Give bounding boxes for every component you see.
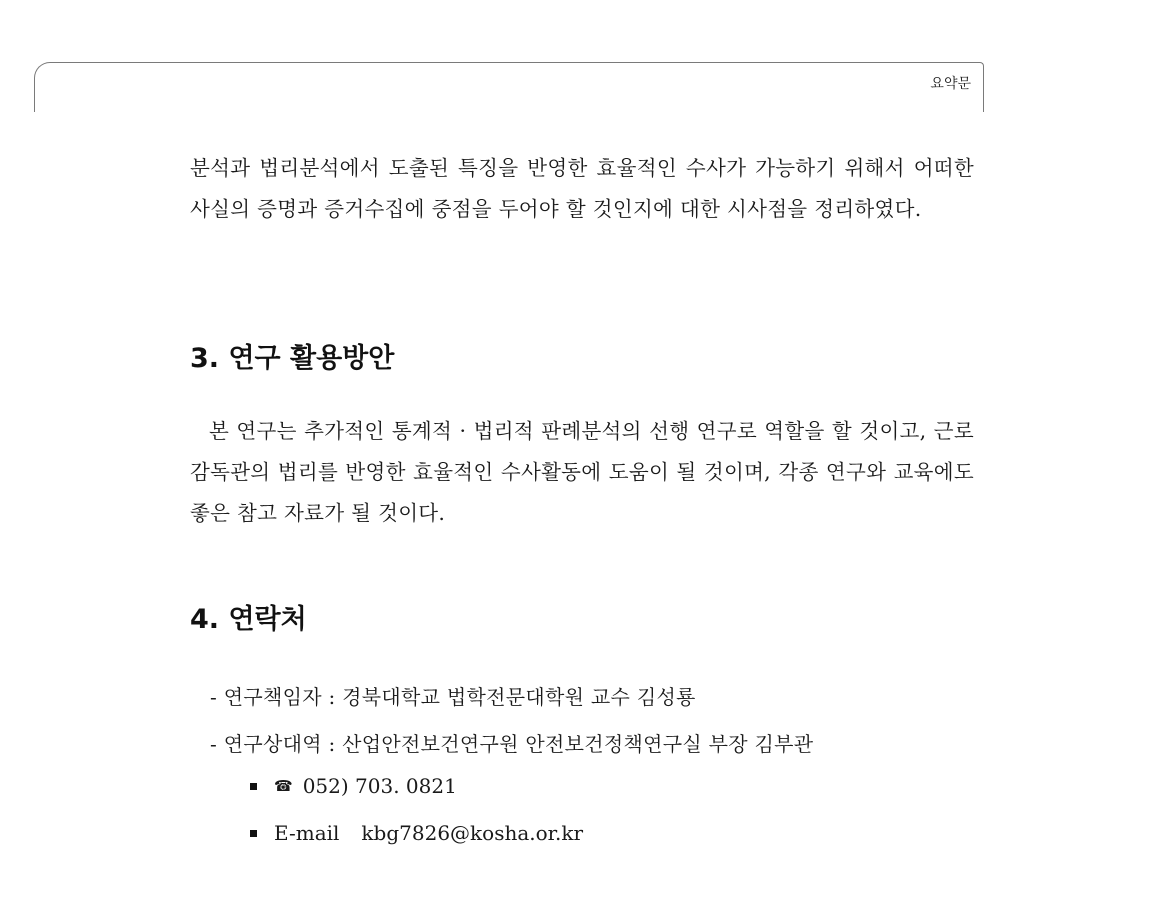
bullet-square-icon [250,830,257,837]
phone-number: 052) 703. 0821 [302,774,457,798]
header-label: 요약문 [930,76,971,92]
summary-paragraph: 분석과 법리분석에서 도출된 특징을 반영한 효율적인 수사가 가능하기 위해서 어떠한 사실의 증명과 증거수집에 중점을 두어야 할 것인지에 대한 시사점을 정리하였다. [190,156,974,221]
phone-item [250,774,457,798]
bullet-square-icon [250,783,257,790]
section-4-heading: 4. 연락처 [190,604,307,635]
email-address[interactable]: kbg7826@kosha.or.kr [361,821,584,845]
email-label: E-mail [274,821,340,845]
counterpart-line: - 연구상대역 : 산업안전보건연구원 안전보건정책연구실 부장 김부관 [210,732,814,756]
email-item [250,821,583,845]
section-3-heading: 3. 연구 활용방안 [190,343,395,374]
running-header [34,62,984,112]
section-3-body: 본 연구는 추가적인 통계적 · 법리적 판례분석의 선행 연구로 역할을 할 것이고, 근로감독관의 법리를 반영한 효율적인 수사활동에 도움이 될 것이며, 각종 연구와 교육에도 좋은 참고 자료가 될 것이다. [190,419,974,525]
researcher-line: - 연구책임자 : 경북대학교 법학전문대학원 교수 김성룡 [210,685,696,709]
phone-icon: ☎ [274,777,293,795]
